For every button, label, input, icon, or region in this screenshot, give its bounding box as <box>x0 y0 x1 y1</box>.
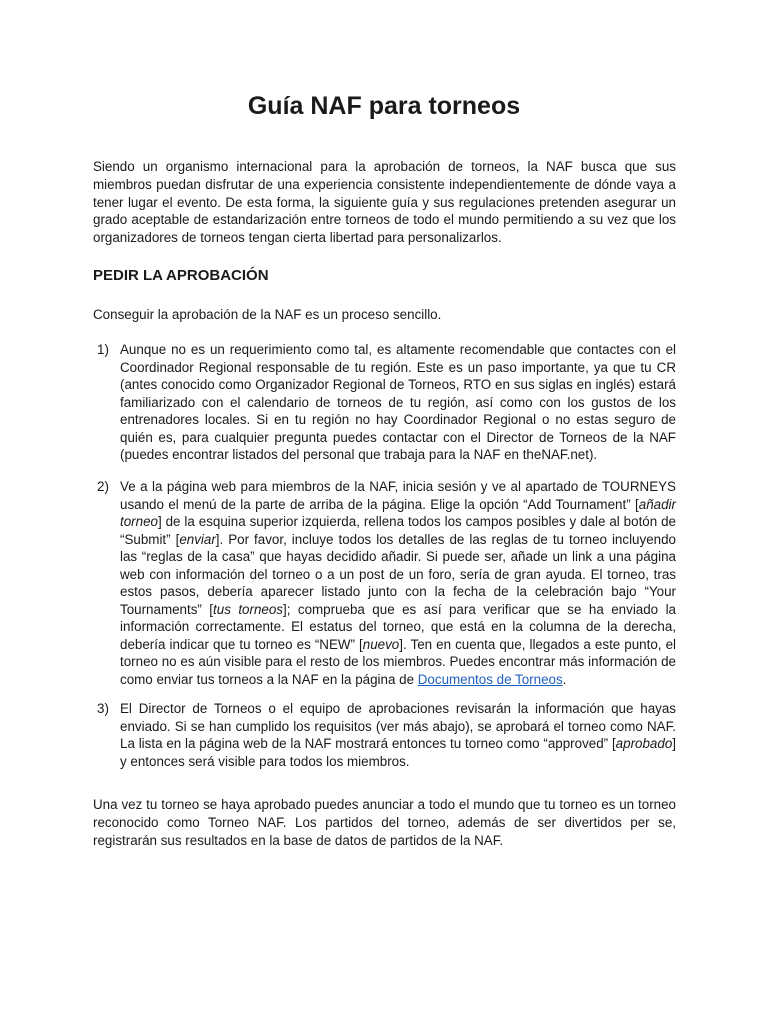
list-item <box>93 700 676 770</box>
list-item-text <box>120 700 676 770</box>
text-run: . <box>562 671 567 687</box>
list-item-text <box>120 478 676 688</box>
text-run: El Director de Torneos o el equipo de aprobaciones revisarán la información que hayas enviado. Si se han cumplido los requisitos (ver más abajo), se aprobará el torneo como NAF. La lista en la página web de la NAF mostrará entonces tu torneo como “approved” [ <box>120 701 676 751</box>
italic-translation: tus torneos <box>213 601 283 617</box>
list-item <box>93 341 676 464</box>
text-run: ] de la esquina superior izquierda, rellena todos los campos posibles y dale al botón de “Submit” [ <box>120 514 676 547</box>
italic-translation: añadir torneo <box>120 496 676 529</box>
list-item-number: 1) <box>97 342 109 357</box>
document-title: Guía NAF para torneos <box>247 92 521 120</box>
list-item-text: Aunque no es un requerimiento como tal, es altamente recomendable que contactes con el Coordinador Regional responsable de tu región. Este es un paso importante, ya que tu CR (antes conocido como Organizador Regional de Torneos, RTO en sus siglas en inglés) estará familiarizado con el calendario de torneos de tu región, así como con los gustos de los entrenadores locales. Si en tu región no hay Coordinador Regional o no estas seguro de quién es, para cualquier pregunta puedes contactar con el Director de Torneos de la NAF (puedes encontrar listados del personal que trabaja para la NAF en theNAF.net). <box>120 342 676 462</box>
list-item-number: 3) <box>97 701 109 716</box>
text-run: ]; comprueba que es así para verificar que se ha enviado la información correctamente. El estatus del torneo, que está en la columna de la derecha, debería indicar que tu torneo es “NEW” [ <box>120 601 676 652</box>
intro-paragraph: Siendo un organismo internacional para la aprobación de torneos, la NAF busca que sus miembros puedan disfrutar de una experiencia consistente independientemente de dónde vaya a tener lugar el evento. De esta forma, la siguiente guía y sus regulaciones pretenden asegurar un grado aceptable de estandarización entre torneos de todo el mundo permitiendo a su vez que los organizadores de torneos tengan cierta libertad para personalizarlos. <box>93 159 676 246</box>
list-item-number: 2) <box>97 479 109 494</box>
text-run: ]. Ten en cuenta que, llegados a este punto, el torneo no es aún visible para el resto de los miembros. Puedes encontrar más información de como enviar tus torneos a la NAF en la página de <box>120 636 676 687</box>
italic-translation: enviar <box>179 531 216 547</box>
text-run: ]. Por favor, incluye todos los detalles de las reglas de tu torneo incluyendo las “reglas de la casa” que hayas decidido añadir. Si puede ser, añade un link a una página web con información del torneo o a un post de un foro, sería de gran ayuda. El torneo, tras estos pasos, debería aparecer listado junto con la fecha de la celebración bajo “Your Tournaments” [ <box>120 531 676 617</box>
section-heading: PEDIR LA APROBACIÓN <box>93 267 269 284</box>
italic-translation: aprobado <box>615 736 673 751</box>
italic-translation: nuevo <box>362 636 400 652</box>
text-run: Ve a la página web para miembros de la NAF, inicia sesión y ve al apartado de TOURNEYS usando el menú de la parte de arriba de la página. Elige la opción “Add Tournament” [ <box>120 479 676 512</box>
closing-paragraph: Una vez tu torneo se haya aprobado puedes anunciar a todo el mundo que tu torneo es un torneo reconocido como Torneo NAF. Los partidos del torneo, además de ser divertidos per se, registrarán sus resultados en la base de datos de partidos de la NAF. <box>93 797 676 848</box>
lead-paragraph: Conseguir la aprobación de la NAF es un proceso sencillo. <box>93 307 442 322</box>
tournament-documents-link[interactable]: Documentos de Torneos <box>417 671 563 687</box>
list-item <box>93 478 676 688</box>
text-run: ] y entonces será visible para todos los miembros. <box>120 736 676 769</box>
